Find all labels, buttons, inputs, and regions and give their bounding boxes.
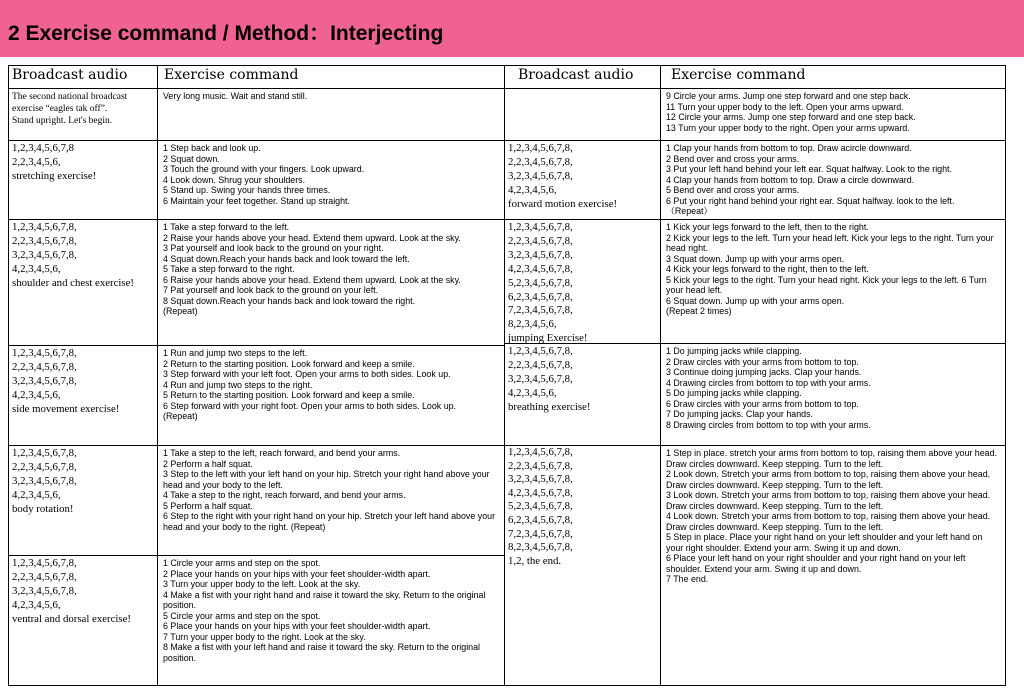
- page-header: [0, 0, 1024, 57]
- command-cell-continuation: 9 Circle your arms. Jump one step forward and one step back. 11 Turn your upper body to the left. Open your arms upward. 12 Circle your arms. Jump one step forward and one step back. 13 Turn your upper body to the right. Open your arms upward.: [666, 91, 916, 133]
- audio-cell-forward-motion: 1,2,3,4,5,6,7,8, 2,2,3,4,5,6,7,8, 3,2,3,4,5,6,7,8, 4,2,3,4,5,6, forward motion exercise!: [508, 142, 618, 210]
- command-cell-shoulder-chest: 1 Take a step forward to the left. 2 Raise your hands above your head. Extend them upward. Look at the sky. 3 Pat yourself and look back to the ground on your right. 4 Squat down.Reach your hands back and look toward the left. 5 Take a step forward to the right. 6 Raise your hands above your head. Extend them upward. Look at the sky. 7 Pat yourself and look back to the ground on your left. 8 Squat down.Reach your hands back and look toward the right. (Repeat): [163, 222, 461, 316]
- command-cell-forward-motion: 1 Clap your hands from bottom to top. Draw acircle downward. 2 Bend over and cross your arms. 3 Put your left hand behind your left ear. Squat halfway. Look to the right. 4 Clap your hands from bottom to top. Draw a circle downward. 5 Bend over and cross your arms. 6 Put your right hand behind your right ear. Squat halfway. look to the left. （Repeat）: [666, 143, 955, 216]
- page-title: 2 Exercise command / Method：Interjecting: [8, 22, 444, 45]
- command-cell-stretching: 1 Step back and look up. 2 Squat down. 3 Touch the ground with your fingers. Look upward. 4 Look down. Shrug your shoulders. 5 Stand up. Swing your hands three times. 6 Maintain your feet together. Stand up straight.: [163, 143, 365, 206]
- header-broadcast-audio-right: Broadcast audio: [518, 67, 634, 83]
- audio-cell-finale: 1,2,3,4,5,6,7,8, 2,2,3,4,5,6,7,8, 3,2,3,4,5,6,7,8, 4,2,3,4,5,6,7,8, 5,2,3,4,5,6,7,8, 6,2,3,4,5,6,7,8, 7,2,3,4,5,6,7,8, 8,2,3,4,5,6,7,8, 1,2, the end.: [508, 446, 573, 567]
- exercise-table: [8, 65, 1006, 686]
- header-exercise-command-right: Exercise command: [671, 67, 806, 83]
- audio-cell-side-movement: 1,2,3,4,5,6,7,8, 2,2,3,4,5,6,7,8, 3,2,3,4,5,6,7,8, 4,2,3,4,5,6, side movement exercise!: [12, 347, 120, 415]
- command-cell-finale: 1 Step in place. stretch your arms from bottom to top, raising them above your head. Draw circles downward. Keep stepping. Turn to the left. 2 Look down. Stretch your arms from bottom to top, raising them above your head. Draw circles downward. Keep stepping. Turn to the left. 3 Look down. Stretch your arms from bottom to top, raising them above your head. Draw circles downward. Keep stepping. Turn to the left. 4 Look down. Stretch your arms from bottom to top, raising them above your head. Draw circles downward. Keep stepping. Turn to the left. 5 Step in place. Place your right hand on your left shoulder and your left hand on your right shoulder. Extend your arm. Swing it up and down. 6 Place your left hand on your right shoulder and your right hand on your left shoulder. Extend your arm. Swing it up and down. 7 The end.: [666, 448, 998, 584]
- audio-cell-body-rotation: 1,2,3,4,5,6,7,8, 2,2,3,4,5,6,7,8, 3,2,3,4,5,6,7,8, 4,2,3,4,5,6, body rotation!: [12, 447, 77, 515]
- audio-cell-stretching: 1,2,3,4,5,6,7,8 2,2,3,4,5,6, stretching exercise!: [12, 142, 97, 182]
- header-exercise-command-left: Exercise command: [164, 67, 299, 83]
- command-cell-breathing: 1 Do jumping jacks while clapping. 2 Draw circles with your arms from bottom to top. 3 Continue doing jumping jacks. Clap your hands. 4 Drawing circles from bottom to top with your arms. 5 Do jumping jacks while clapping. 6 Draw circles with your arms from bottom to top. 7 Do jumping jacks. Clap your hands. 8 Drawing circles from bottom to top with your arms.: [666, 346, 871, 430]
- command-cell-intro: Very long music. Wait and stand still.: [163, 91, 308, 101]
- command-cell-ventral-dorsal: 1 Circle your arms and step on the spot. 2 Place your hands on your hips with your feet shoulder-width apart. 3 Turn your upper body to the left. Look at the sky. 4 Make a fist with your right hand and raise it toward the sky. Return to the original position. 5 Circle your arms and step on the spot. 6 Place your hands on your hips with your feet shoulder-width apart. 7 Turn your upper body to the right. Look at the sky. 8 Make a fist with your left hand and raise it toward the sky. Return to the original position.: [163, 558, 486, 663]
- header-broadcast-audio-left: Broadcast audio: [12, 67, 128, 83]
- audio-cell-breathing: 1,2,3,4,5,6,7,8, 2,2,3,4,5,6,7,8, 3,2,3,4,5,6,7,8, 4,2,3,4,5,6, breathing exercise!: [508, 345, 591, 413]
- audio-cell-jumping: 1,2,3,4,5,6,7,8, 2,2,3,4,5,6,7,8, 3,2,3,4,5,6,7,8, 4,2,3,4,5,6,7,8, 5,2,3,4,5,6,7,8, 6,2,3,4,5,6,7,8, 7,2,3,4,5,6,7,8, 8,2,3,4,5,6, jumping Exercise!: [508, 221, 588, 343]
- command-cell-body-rotation: 1 Take a step to the left, reach forward, and bend your arms. 2 Perform a half squat. 3 Step to the left with your left hand on your hip. Stretch your right hand above your head and your body to the left. 4 Take a step to the right, reach forward, and bend your arms. 5 Perform a half squat. 6 Step to the right with your right hand on your hip. Stretch your left hand above your head and your body to the right. (Repeat): [163, 448, 496, 532]
- audio-cell-ventral-dorsal: 1,2,3,4,5,6,7,8, 2,2,3,4,5,6,7,8, 3,2,3,4,5,6,7,8, 4,2,3,4,5,6, ventral and dorsal exercise!: [12, 557, 132, 625]
- command-cell-jumping: 1 Kick your legs forward to the left, then to the right. 2 Kick your legs to the left. Turn your head left. Kick your legs to the right. Turn your head right. 3 Squat down. Jump up with your arms open. 4 Kick your legs forward to the right, then to the left. 5 Kick your legs to the right. Turn your head right. Kick your legs to the left. 6 Turn your head left. 6 Squat down. Jump up with your arms open. (Repeat 2 times): [666, 222, 994, 316]
- audio-cell-shoulder-chest: 1,2,3,4,5,6,7,8, 2,2,3,4,5,6,7,8, 3,2,3,4,5,6,7,8, 4,2,3,4,5,6, shoulder and chest exercise!: [12, 221, 135, 289]
- audio-cell-intro: The second national broadcast exercise “eagles tak off”. Stand upright. Let's begin.: [12, 92, 128, 126]
- command-cell-side-movement: 1 Run and jump two steps to the left. 2 Return to the starting position. Look forward and keep a smile. 3 Step forward with your left foot. Open your arms to both sides. Look up. 4 Run and jump two steps to the right. 5 Return to the starting position. Look forward and keep a smile. 6 Step forward with your right foot. Open your arms to both sides. Look up. (Repeat): [163, 348, 457, 421]
- audio-cell-continuation: [505, 89, 660, 140]
